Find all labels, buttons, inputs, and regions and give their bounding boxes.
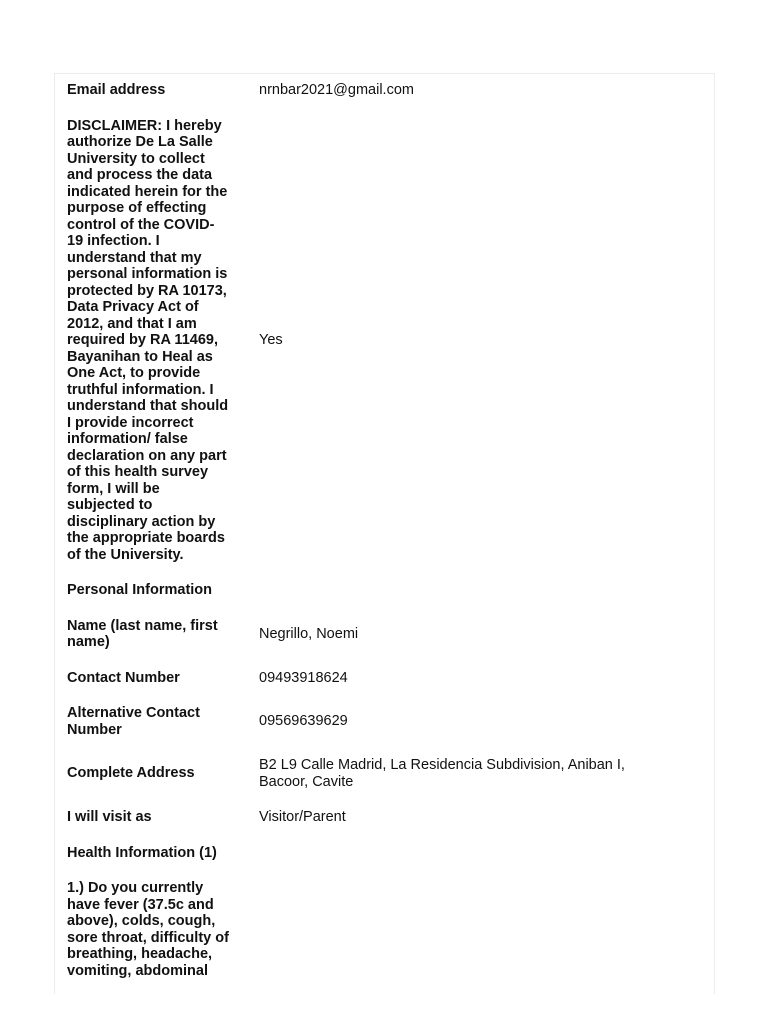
- alternative-contact-number-value: 09569639629: [259, 713, 348, 730]
- visit-as-value: Visitor/Parent: [259, 809, 346, 825]
- row-personal-information: [61, 582, 711, 599]
- row-alternative-contact-number: [61, 705, 711, 738]
- alternative-contact-number-label: Alternative Contact Number: [67, 705, 200, 738]
- row-health-information-1: [61, 845, 711, 862]
- row-complete-address: [61, 757, 711, 790]
- row-visit-as: [61, 809, 711, 826]
- row-contact-number: [61, 670, 711, 687]
- contact-number-value: 09493918624: [259, 669, 348, 686]
- question-1-value: [249, 880, 711, 979]
- email-label: Email address: [67, 82, 166, 98]
- survey-response-document: [54, 73, 715, 994]
- disclaimer-value: Yes: [259, 332, 283, 348]
- visit-as-label: I will visit as: [67, 809, 152, 825]
- disclaimer-label: DISCLAIMER: I hereby authorize De La Salle University to collect and process the data indicated herein for the purpose of effecting control of the COVID- 19 infection. I understand that my personal information is protected by RA 10173, Data Privacy Act of 2012, and that I am required by RA 11469, Bayanihan to Heal as One Act, to provide truthful information. I understand that should I provide incorrect information/ false declaration on any part of this health survey form, I will be subjected to disciplinary action by the appropriate boards of the University.: [67, 117, 229, 563]
- complete-address-label: Complete Address: [67, 765, 195, 782]
- survey-response-table: [61, 82, 711, 979]
- name-label: Name (last name, first name): [67, 617, 218, 650]
- name-value: Negrillo, Noemi: [259, 625, 359, 642]
- personal-information-heading: Personal Information: [67, 582, 213, 598]
- row-question-1: [61, 880, 711, 979]
- row-name: [61, 618, 711, 651]
- row-disclaimer: [61, 118, 711, 564]
- personal-information-value: [249, 582, 711, 599]
- question-1-label: 1.) Do you currently have fever (37.5c and above), colds, cough, sore throat, difficulty of breathing, headache, vomiting, abdominal: [67, 880, 229, 979]
- health-information-heading: Health Information (1): [67, 844, 217, 861]
- complete-address-value: B2 L9 Calle Madrid, La Residencia Subdivision, Aniban I, Bacoor, Cavite: [259, 757, 625, 790]
- contact-number-label: Contact Number: [67, 669, 180, 686]
- email-value: nrnbar2021@gmail.com: [259, 82, 414, 98]
- health-information-value: [249, 845, 711, 862]
- row-email: [61, 82, 711, 99]
